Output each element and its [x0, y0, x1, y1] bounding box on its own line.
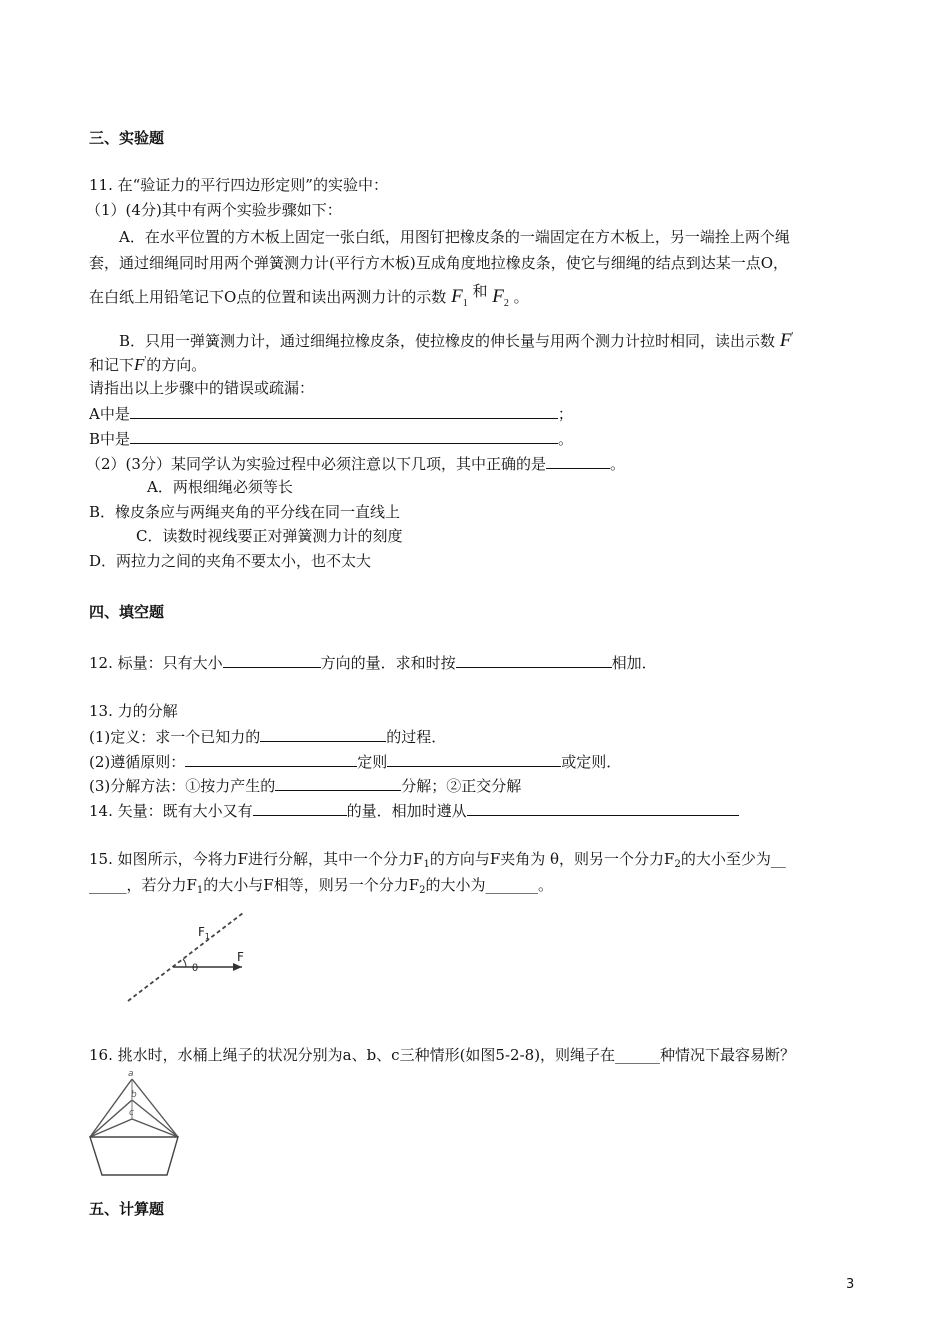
answer-blank-q13-4[interactable] [275, 775, 401, 791]
math-f-prime-2: F' [134, 355, 147, 374]
q11-step-a-line1: A．在水平位置的方木板上固定一张白纸，用图钉把橡皮条的一端固定在方木板上，另一端拴上两个绳 [119, 228, 790, 246]
q11-option-b: B．橡皮条应与两绳夹角的平分线在同一直线上 [89, 503, 401, 521]
q15-line2: _____，若分力$F_1$的大小与F相等，则另一个分力$F_2$的大小为_______。 [89, 876, 554, 896]
angle-arc [183, 959, 186, 967]
q11-step-a-line2: 套，通过细绳同时用两个弹簧测力计(平行方木板)互成角度地拉橡皮条，使它与细绳的结点到达某一点O， [89, 254, 789, 272]
q11-option-c: C．读数时视线要正对弹簧测力计的刻度 [136, 527, 403, 545]
answer-blank-q12-2[interactable] [456, 652, 612, 668]
q13-principle: (2)遵循原则： 定则 或定则． [89, 753, 622, 771]
q11-option-d: D．两拉力之间的夹角不要太小，也不太大 [89, 552, 372, 570]
label-a: a [128, 1069, 134, 1079]
answer-blank-q14-2[interactable] [467, 800, 739, 816]
math-f1: $F_1$ [451, 286, 468, 309]
answer-blank-q13-3[interactable] [387, 751, 561, 767]
water-bucket-figure [85, 1067, 190, 1187]
bucket-body [90, 1137, 178, 1175]
q11-step-b-line2: 和记下F'的方向。 [89, 355, 207, 374]
q12-line: 12. 标量：只有大小 方向的量．求和时按 相加． [89, 654, 657, 672]
q11-ask: 请指出以上步骤中的错误或疏漏： [89, 379, 315, 397]
label-f1: $F_1$ [198, 925, 210, 941]
q15-line1: 15. 如图所示，今将力F进行分解，其中一个分力$F_1$的方向与F夹角为 θ，则另一个分力$F_2$的大小至少为__ [89, 850, 786, 870]
q11-step-a-line3: 在白纸上用铅笔记下O点的位置和读出两测力计的示数 $F_1$ 和 $F_2$ 。 [89, 282, 529, 309]
q11-option-a: A．两根细绳必须等长 [147, 478, 293, 496]
q11-part1: （1）(4分)其中有两个实验步骤如下： [86, 201, 342, 219]
label-theta: θ [192, 963, 199, 974]
q13-method: (3)分解方法：①按力产生的 分解；②正交分解 [89, 777, 522, 795]
answer-blank-b[interactable] [130, 428, 558, 444]
arrowhead-icon [233, 963, 242, 971]
answer-blank-q14-1[interactable] [253, 800, 347, 816]
rope-b-right [132, 1100, 178, 1137]
answer-blank-a[interactable] [130, 403, 558, 419]
q11-step-b-line1: B．只用一弹簧测力计，通过细绳拉橡皮条，使拉橡皮的伸长量与用两个测力计拉时相同，读出示数 F' [119, 330, 794, 351]
section-4-heading: 四、填空题 [89, 603, 165, 621]
q13-definition: (1)定义：求一个已知力的 的过程． [89, 728, 447, 746]
label-c: c [129, 1108, 134, 1118]
page-number: 3 [846, 1277, 855, 1292]
and-word: 和 [472, 282, 488, 300]
q16-text: 16. 挑水时，水桶上绳子的状况分别为a、b、c三种情形(如图5-2-8)，则绳子在______种情况下最容易断？ [89, 1046, 796, 1064]
q11-part2: （2）(3分）某同学认为实验过程中必须注意以下几项，其中正确的是 。 [86, 455, 625, 473]
math-f-prime: F' [779, 330, 794, 351]
q14-line: 14. 矢量：既有大小又有 的量．相加时遵从 [89, 800, 739, 821]
section-3-heading: 三、实验题 [89, 129, 165, 147]
label-b: b [131, 1090, 137, 1100]
rope-b-left [90, 1100, 132, 1137]
q11-step-a-line3-text: 在白纸上用铅笔记下O点的位置和读出两测力计的示数 [89, 288, 447, 306]
q11-a-answer-line: A中是 ； [89, 405, 573, 423]
math-f2: $F_2$ [492, 286, 509, 309]
force-decomposition-figure [118, 908, 268, 1008]
section-5-heading: 五、计算题 [89, 1200, 165, 1218]
q11-b-answer-line: B中是 。 [89, 430, 574, 448]
answer-blank-q13-1[interactable] [260, 726, 386, 742]
label-f: F [237, 950, 244, 964]
q11-stem: 11. 在“验证力的平行四边形定则”的实验中： [89, 176, 388, 194]
answer-blank-q13-2[interactable] [185, 751, 357, 767]
q13-stem: 13. 力的分解 [89, 702, 178, 720]
answer-blank-q12-1[interactable] [223, 652, 321, 668]
f1-direction-line [128, 913, 243, 1001]
answer-blank-part2[interactable] [546, 453, 610, 469]
